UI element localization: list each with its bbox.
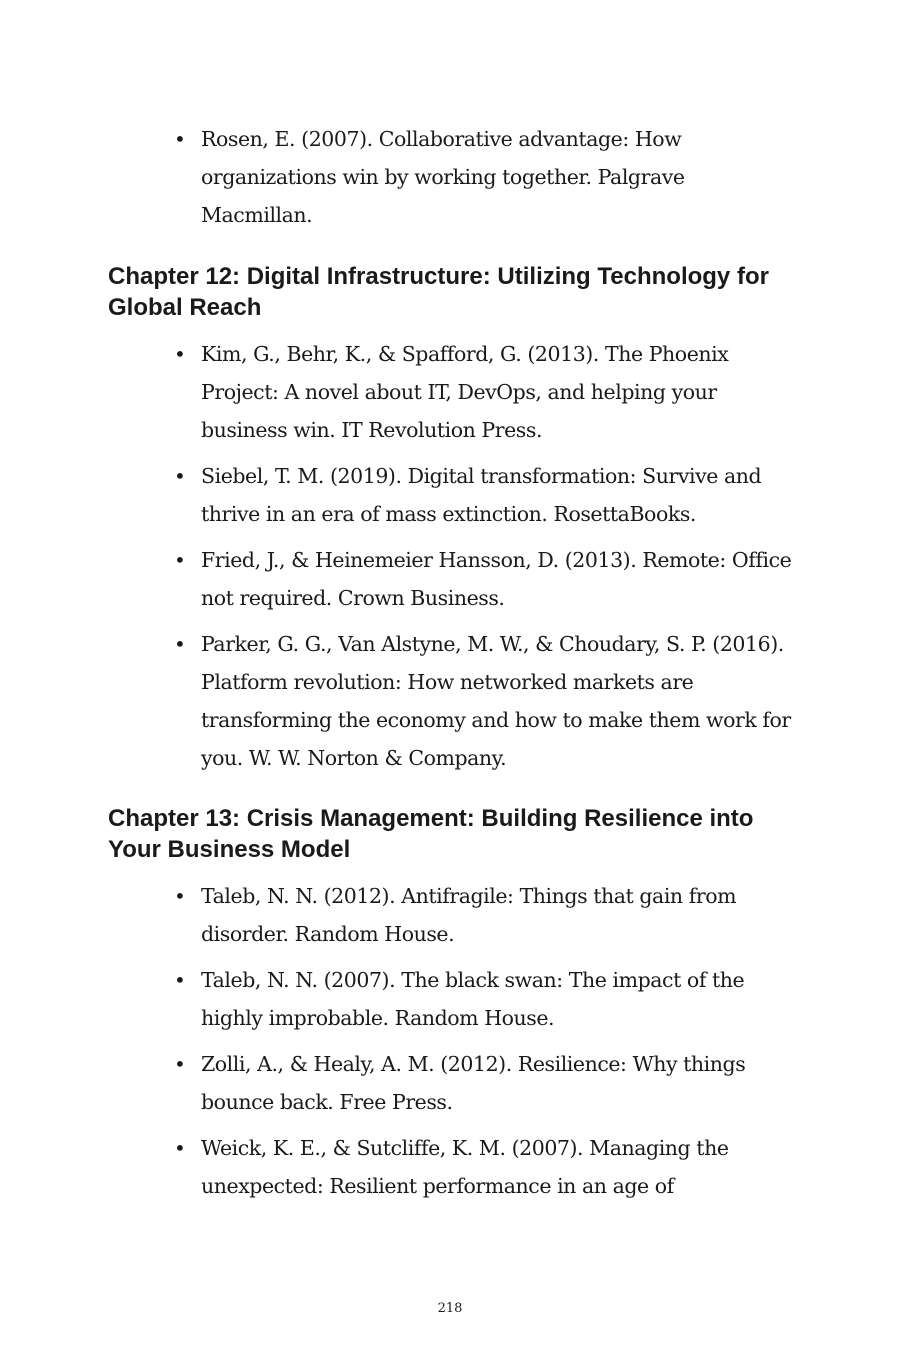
reference-item [174,1129,794,1205]
reference-text: Weick, K. E., & Sutcliffe, K. M. (2007). Managing the unexpected: Resilient performance in an age of [201,1136,729,1198]
reference-item [174,1045,794,1121]
reference-text: Siebel, T. M. (2019). Digital transformation: Survive and thrive in an era of mass extinction. RosettaBooks. [201,464,762,526]
reference-item [174,457,794,533]
reference-text: Parker, G. G., Van Alstyne, M. W., & Choudary, S. P. (2016). Platform revolution: How networked markets are transforming the economy and how to make them work for you. W. W. Norton & Company. [201,632,791,770]
reference-item [174,120,794,234]
chapter-12-heading: Chapter 12: Digital Infrastructure: Utilizing Technology for Global Reach [108,263,769,321]
bullet-icon: • [174,464,186,488]
chapter-12-reference-list [174,335,794,785]
reference-text: Kim, G., Behr, K., & Spafford, G. (2013). The Phoenix Project: A novel about IT, DevOps, and helping your business win. IT Revolution Press. [201,342,729,442]
reference-text: Zolli, A., & Healy, A. M. (2012). Resilience: Why things bounce back. Free Press. [201,1052,746,1114]
bullet-icon: • [174,632,186,656]
page-number: 218 [437,1301,463,1316]
bullet-icon: • [174,1136,186,1160]
reference-text: Fried, J., & Heinemeier Hansson, D. (2013). Remote: Office not required. Crown Business. [201,548,792,610]
chapter-13-reference-list [174,877,794,1213]
reference-item [174,335,794,449]
reference-item [174,625,794,777]
reference-text: Taleb, N. N. (2007). The black swan: The impact of the highly improbable. Random House. [201,968,745,1030]
reference-item [174,877,794,953]
reference-item [174,961,794,1037]
reference-item [174,541,794,617]
bullet-icon: • [174,127,186,151]
chapter-13-heading: Chapter 13: Crisis Management: Building Resilience into Your Business Model [108,805,754,863]
reference-text: Taleb, N. N. (2012). Antifragile: Things that gain from disorder. Random House. [201,884,737,946]
bullet-icon: • [174,1052,186,1076]
bullet-icon: • [174,548,186,572]
reference-text: Rosen, E. (2007). Collaborative advantage: How organizations win by working together. Palgrave Macmillan. [201,127,685,227]
bullet-icon: • [174,968,186,992]
reference-list-continued [174,120,794,242]
bullet-icon: • [174,342,186,366]
bullet-icon: • [174,884,186,908]
